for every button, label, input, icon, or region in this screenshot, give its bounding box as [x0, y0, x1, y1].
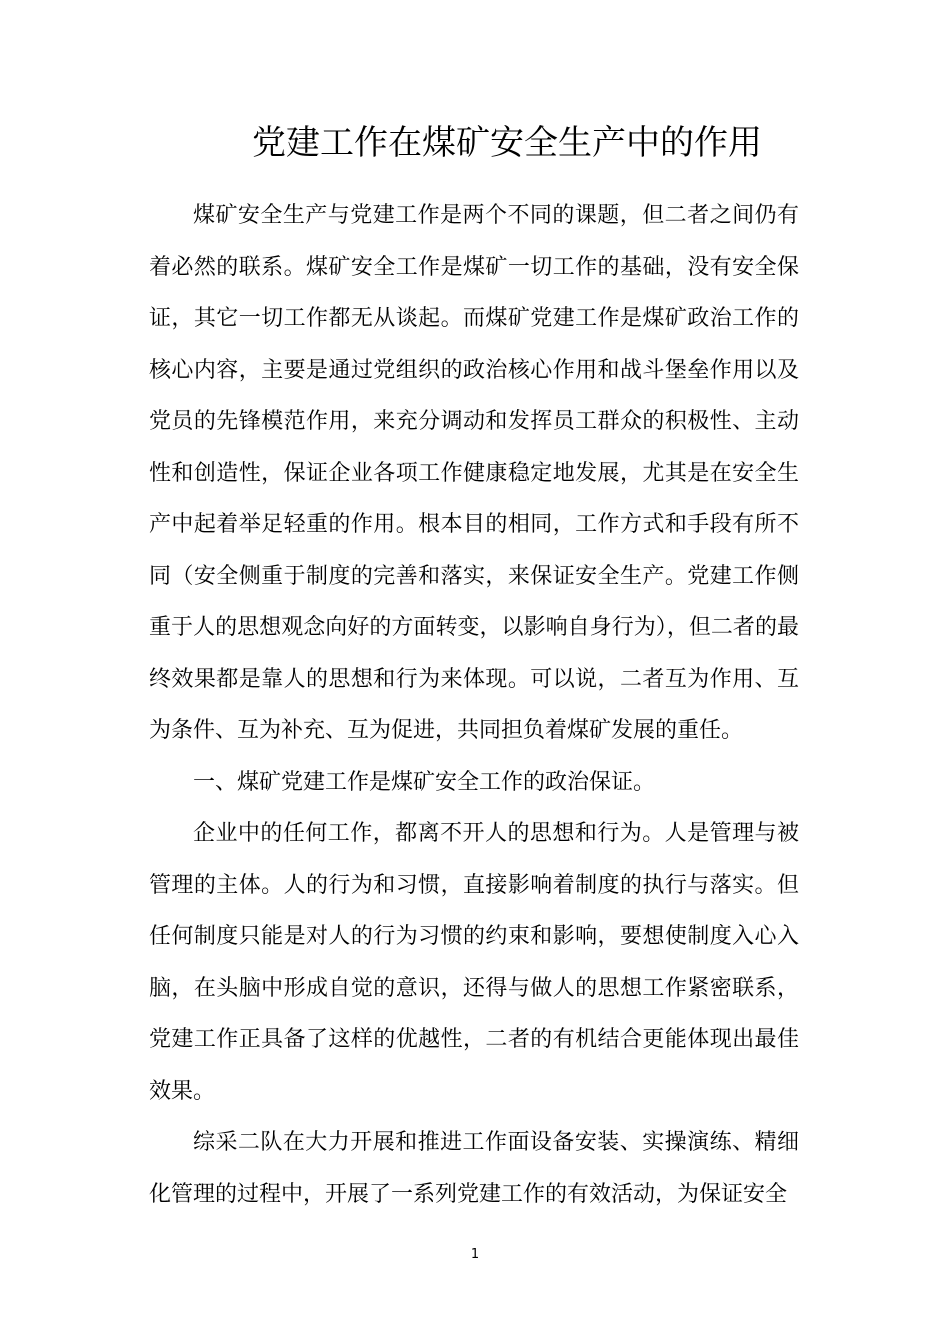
document-body [149, 190, 799, 1220]
paragraph-section-1: 企业中的任何工作，都离不开人的思想和行为。人是管理与被管理的主体。人的行为和习惯，直接影响着制度的执行与落实。但任何制度只能是对人的行为习惯的约束和影响，要想使制度入心入脑，在头脑中形成自觉的意识，还得与做人的思想工作紧密联系，党建工作正具备了这样的优越性，二者的有机结合更能体现出最佳效果。 [149, 821, 799, 1104]
page-number: 1 [470, 1247, 480, 1262]
section-heading-1: 一、煤矿党建工作是煤矿安全工作的政治保证。 [193, 769, 656, 795]
paragraph-team-activities: 综采二队在大力开展和推进工作面设备安装、实操演练、精细化管理的过程中，开展了一系列党建工作的有效活动，为保证安全 [149, 1130, 799, 1207]
page-title: 党建工作在煤矿安全生产中的作用 [252, 123, 762, 163]
paragraph-intro: 煤矿安全生产与党建工作是两个不同的课题，但二者之间仍有着必然的联系。煤矿安全工作是煤矿一切工作的基础，没有安全保证，其它一切工作都无从谈起。而煤矿党建工作是煤矿政治工作的核心内容，主要是通过党组织的政治核心作用和战斗堡垒作用以及党员的先锋模范作用，来充分调动和发挥员工群众的积极性、主动性和创造性，保证企业各项工作健康稳定地发展，尤其是在安全生产中起着举足轻重的作用。根本目的相同，工作方式和手段有所不同（安全侧重于制度的完善和落实，来保证安全生产。党建工作侧重于人的思想观念向好的方面转变，以影响自身行为），但二者的最终效果都是靠人的思想和行为来体现。可以说，二者互为作用、互为条件、互为补充、互为促进，共同担负着煤矿发展的重任。 [149, 203, 799, 743]
